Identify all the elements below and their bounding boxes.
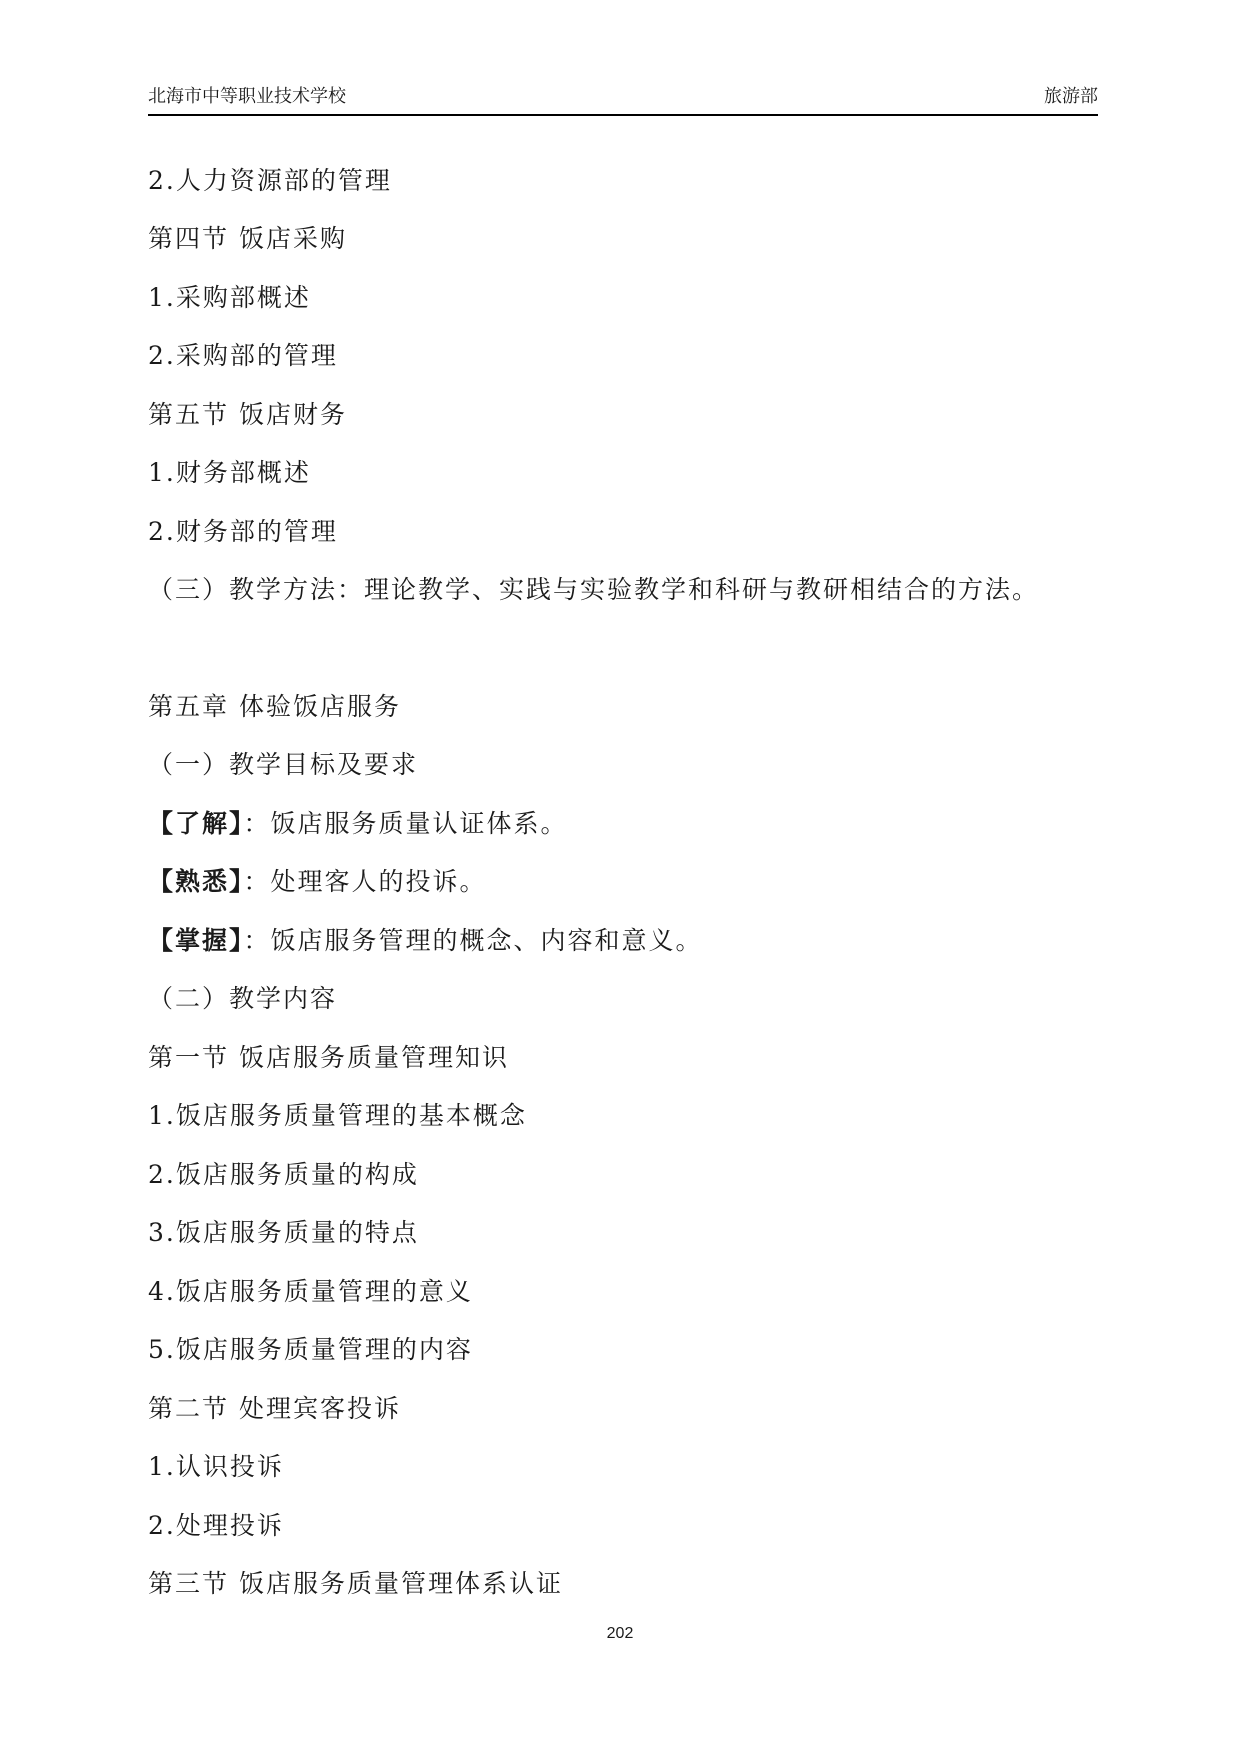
objective-familiar bbox=[148, 865, 487, 899]
objective-text: ：处理客人的投诉。 bbox=[243, 867, 487, 896]
section-heading-purchasing: 第四节 饭店采购 bbox=[148, 224, 347, 253]
header-department: 旅游部 bbox=[1044, 86, 1098, 107]
item-handle-complaints: 2.处理投诉 bbox=[148, 1511, 284, 1540]
item-quality-features: 3.饭店服务质量的特点 bbox=[148, 1218, 419, 1247]
objective-understand bbox=[148, 807, 568, 841]
header-school-name: 北海市中等职业技术学校 bbox=[148, 86, 346, 107]
objective-tag: 【掌握】 bbox=[148, 926, 244, 955]
objective-text: ：饭店服务管理的概念、内容和意义。 bbox=[243, 926, 703, 955]
item-finance-overview: 1.财务部概述 bbox=[148, 458, 311, 487]
item-understand-complaints: 1.认识投诉 bbox=[148, 1452, 284, 1481]
item-purchasing-overview: 1.采购部概述 bbox=[148, 283, 311, 312]
section-heading-certification: 第三节 饭店服务质量管理体系认证 bbox=[148, 1569, 563, 1598]
content-heading: （二）教学内容 bbox=[148, 984, 338, 1013]
objective-tag: 【了解】 bbox=[148, 809, 244, 838]
item-purchasing-management: 2.采购部的管理 bbox=[148, 341, 338, 370]
page-header bbox=[148, 86, 1098, 116]
objective-master bbox=[148, 924, 703, 958]
item-quality-concept: 1.饭店服务质量管理的基本概念 bbox=[148, 1101, 527, 1130]
item-finance-management: 2.财务部的管理 bbox=[148, 517, 338, 546]
item-quality-composition: 2.饭店服务质量的构成 bbox=[148, 1160, 419, 1189]
objective-text: ：饭店服务质量认证体系。 bbox=[243, 809, 568, 838]
objective-tag: 【熟悉】 bbox=[148, 867, 244, 896]
item-quality-content: 5.饭店服务质量管理的内容 bbox=[148, 1335, 473, 1364]
section-heading-finance: 第五节 饭店财务 bbox=[148, 400, 347, 429]
item-hr-management: 2.人力资源部的管理 bbox=[148, 166, 392, 195]
item-quality-significance: 4.饭店服务质量管理的意义 bbox=[148, 1277, 473, 1306]
chapter-heading: 第五章 体验饭店服务 bbox=[148, 692, 401, 721]
page-number: 202 bbox=[606, 1625, 634, 1642]
objectives-heading: （一）教学目标及要求 bbox=[148, 750, 419, 779]
section-heading-complaints: 第二节 处理宾客投诉 bbox=[148, 1394, 401, 1423]
teaching-methods: （三）教学方法：理论教学、实践与实验教学和科研与教研相结合的方法。 bbox=[148, 575, 1040, 604]
section-heading-quality: 第一节 饭店服务质量管理知识 bbox=[148, 1043, 509, 1072]
